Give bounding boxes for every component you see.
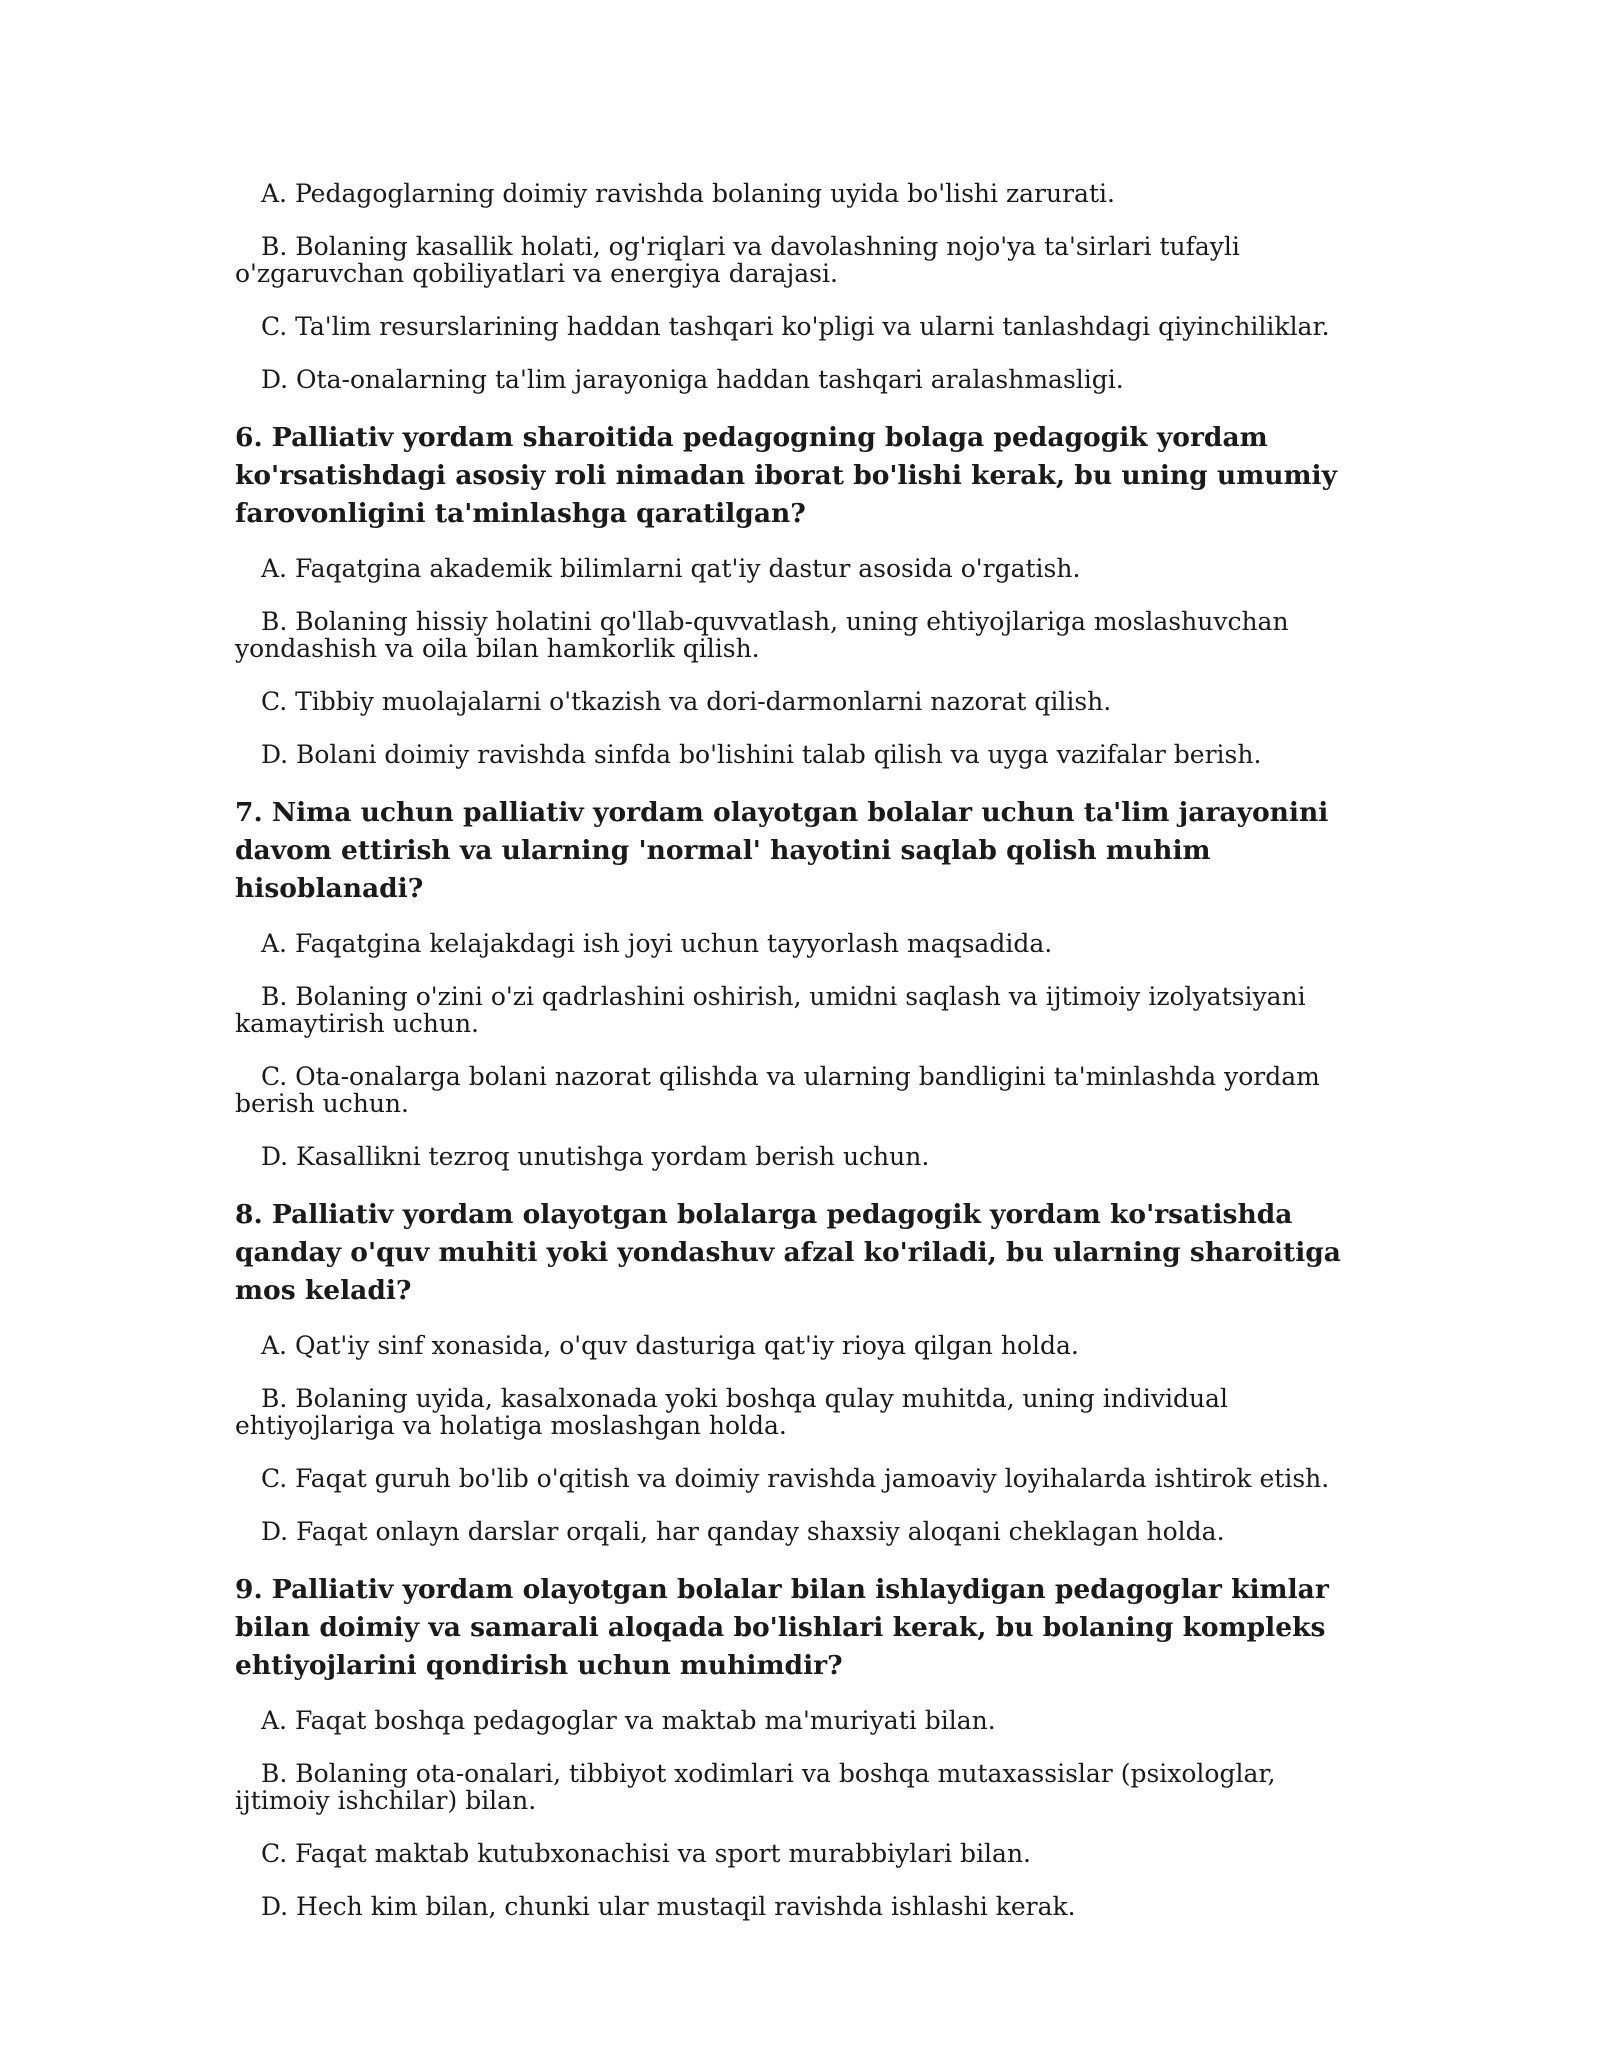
option-b: B. Bolaning ota-onalari, tibbiyot xodimlari va boshqa mutaxassislar (psixologlar, ijtimoiy ishchilar) bilan. [235,1759,1276,1815]
question-9 [235,1571,1370,1920]
option-c: C. Tibbiy muolajalarni o'tkazish va dori-darmonlarni nazorat qilish. [261,687,1112,716]
question-text: 9. Palliativ yordam olayotgan bolalar bilan ishlaydigan pedagoglar kimlar bilan doimiy va samarali aloqada bo'lishlari kerak, bu bolaning kompleks ehtiyojlarini qondirish uchun muhimdir? [235,1574,1329,1681]
question-6 [235,419,1370,768]
option-c: C. Faqat maktab kutubxonachisi va sport murabbiylari bilan. [261,1839,1032,1868]
option-b: B. Bolaning o'zini o'zi qadrlashini oshirish, umidni saqlash va ijtimoiy izolyatsiyani kamaytirish uchun. [235,982,1306,1038]
option-a: A. Faqatgina akademik bilimlarni qat'iy dastur asosida o'rgatish. [261,554,1081,583]
option-b: B. Bolaning uyida, kasalxonada yoki boshqa qulay muhitda, uning individual ehtiyojlariga va holatiga moslashgan holda. [235,1384,1228,1440]
question-text: 7. Nima uchun palliativ yordam olayotgan bolalar uchun ta'lim jarayonini davom ettirish va ularning 'normal' hayotini saqlab qolish muhim hisoblanadi? [235,797,1329,904]
option-c: C. Faqat guruh bo'lib o'qitish va doimiy ravishda jamoaviy loyihalarda ishtirok etish. [261,1464,1330,1493]
question-5-options [235,180,1370,393]
question-text: 6. Palliativ yordam sharoitida pedagogning bolaga pedagogik yordam ko'rsatishdagi asosiy roli nimadan iborat bo'lishi kerak, bu uning umumiy farovonligini ta'minlashga qaratilgan? [235,422,1338,529]
option-d: D. Hech kim bilan, chunki ular mustaqil ravishda ishlashi kerak. [261,1892,1076,1921]
option-d: D. Kasallikni tezroq unutishga yordam berish uchun. [261,1142,930,1171]
document-page [235,180,1370,1946]
option-a: A. Pedagoglarning doimiy ravishda bolaning uyida bo'lishi zarurati. [261,179,1115,208]
option-b: B. Bolaning kasallik holati, og'riqlari va davolashning nojo'ya ta'sirlari tufayli o'zgaruvchan qobiliyatlari va energiya darajasi. [235,232,1240,288]
option-c: C. Ota-onalarga bolani nazorat qilishda va ularning bandligini ta'minlashda yordam berish uchun. [235,1062,1320,1118]
option-d: D. Bolani doimiy ravishda sinfda bo'lishini talab qilish va uyga vazifalar berish. [261,740,1262,769]
question-text: 8. Palliativ yordam olayotgan bolalarga pedagogik yordam ko'rsatishda qanday o'quv muhiti yoki yondashuv afzal ko'riladi, bu ularning sharoitiga mos keladi? [235,1199,1341,1306]
option-a: A. Faqat boshqa pedagoglar va maktab ma'muriyati bilan. [261,1706,996,1735]
option-a: A. Qat'iy sinf xonasida, o'quv dasturiga qat'iy rioya qilgan holda. [261,1331,1079,1360]
question-8 [235,1196,1370,1545]
option-b: B. Bolaning hissiy holatini qo'llab-quvvatlash, uning ehtiyojlariga moslashuvchan yondashish va oila bilan hamkorlik qilish. [235,607,1289,663]
option-c: C. Ta'lim resurslarining haddan tashqari ko'pligi va ularni tanlashdagi qiyinchiliklar. [261,312,1330,341]
question-7 [235,794,1370,1170]
option-d: D. Faqat onlayn darslar orqali, har qanday shaxsiy aloqani cheklagan holda. [261,1517,1225,1546]
option-d: D. Ota-onalarning ta'lim jarayoniga haddan tashqari aralashmasligi. [261,365,1124,394]
option-a: A. Faqatgina kelajakdagi ish joyi uchun tayyorlash maqsadida. [261,929,1053,958]
